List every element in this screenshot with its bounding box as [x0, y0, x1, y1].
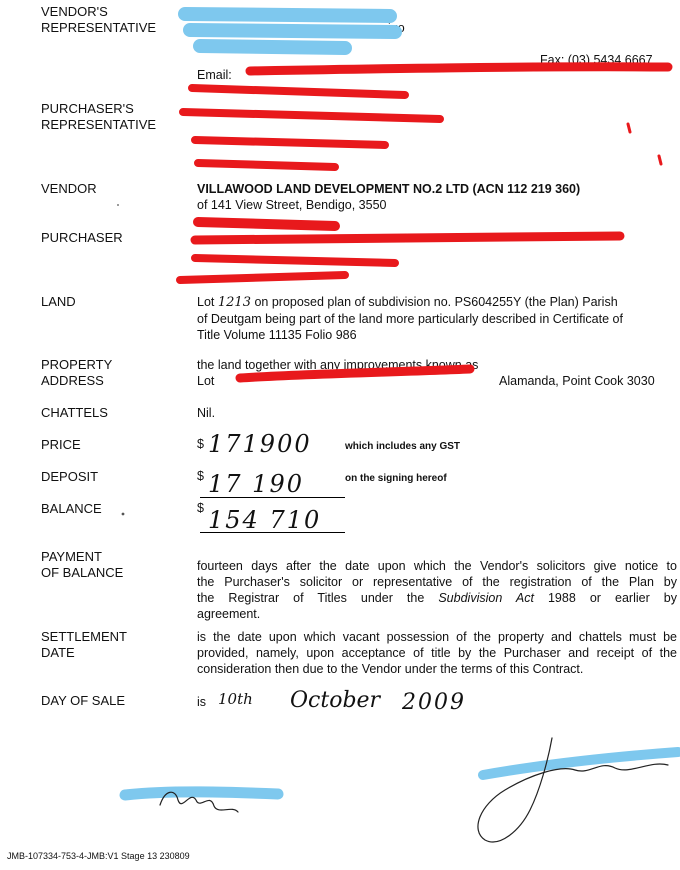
- red-redaction-pur3: [195, 258, 395, 263]
- red-redaction-pur1: [198, 222, 335, 226]
- price-currency: $: [197, 437, 204, 451]
- day-of-sale-label: DAY OF SALE: [41, 693, 126, 708]
- red-redaction-pur4: [180, 275, 345, 280]
- price-label: PRICE: [41, 437, 81, 452]
- land-line1: on proposed plan of subdivision no. PS604255Y (the Plan) Parish: [254, 295, 618, 309]
- deposit-label: DEPOSIT: [41, 469, 99, 484]
- land-lot-number: 1213: [217, 295, 251, 310]
- red-redactions: [180, 67, 668, 378]
- vendors-rep-email-label: Email:: [197, 68, 232, 82]
- red-redaction-p3: [195, 140, 385, 145]
- property-address-lot: Lot: [197, 374, 215, 388]
- land-label: LAND: [41, 294, 76, 309]
- property-address-label-line2: ADDRESS: [41, 373, 104, 388]
- red-redaction-pur2: [195, 236, 620, 240]
- payment-line4: agreement.: [197, 607, 261, 621]
- balance-currency: $: [197, 501, 204, 515]
- document-reference: JMB-107334-753-4-JMB:V1 Stage 13 230809: [7, 851, 190, 861]
- deposit-currency: $: [197, 469, 204, 483]
- payment-line1: fourteen days after the date upon which the Vendor's solicitors give notice to: [197, 559, 677, 573]
- blue-redaction-witness: [125, 792, 278, 795]
- blue-redaction-2: [190, 30, 395, 32]
- blue-redactions: [125, 14, 678, 795]
- day-of-sale-month: October: [290, 688, 381, 713]
- price-note: which includes any GST: [345, 441, 461, 452]
- red-mark-2: [659, 156, 661, 164]
- day-of-sale-year: 2009: [402, 690, 466, 715]
- purchaser-label: PURCHASER: [41, 230, 123, 245]
- red-redaction-address: [240, 369, 470, 378]
- payment-line3-b: 1988 or earlier by: [547, 591, 677, 605]
- blue-redaction-1: [185, 14, 390, 16]
- red-redaction-p4: [198, 163, 335, 167]
- vendor-name: VILLAWOOD LAND DEVELOPMENT NO.2 LTD (ACN 112 219 360): [197, 182, 581, 196]
- scan-dot-1: [117, 204, 119, 206]
- red-mark-1: [628, 124, 630, 132]
- land-line2: of Deutgam being part of the land more particularly described in Certificate of: [197, 312, 623, 326]
- vendors-rep-label-line1: VENDOR'S: [41, 4, 108, 19]
- vendor-address: of 141 View Street, Bendigo, 3550: [197, 198, 387, 212]
- deposit-note: on the signing hereof: [345, 473, 447, 484]
- purchasers-rep-label-line1: PURCHASER'S: [41, 101, 134, 116]
- red-redaction-p1: [192, 88, 405, 95]
- settlement-line3: consideration then due to the Vendor under the terms of this Contract.: [197, 662, 584, 676]
- property-address-label-line1: PROPERTY: [41, 357, 113, 372]
- settlement-label-line2: DATE: [41, 645, 75, 660]
- settlement-line2: provided, namely, upon acceptance of title by the Purchaser and receipt of the: [197, 646, 677, 660]
- price-amount: 171900: [208, 430, 312, 458]
- chattels-value: Nil.: [197, 406, 216, 420]
- settlement-label-line1: SETTLEMENT: [41, 629, 127, 644]
- land-line3: Title Volume 11135 Folio 986: [197, 328, 357, 342]
- deposit-amount: 17 190: [208, 470, 304, 498]
- property-address-suburb: Alamanda, Point Cook 3030: [499, 374, 655, 388]
- day-of-sale-day: 10th: [218, 690, 253, 708]
- vendors-rep-label-line2: REPRESENTATIVE: [41, 20, 157, 35]
- payment-label-line1: PAYMENT: [41, 549, 102, 564]
- payment-line3-italic: Subdivision Act: [438, 591, 534, 605]
- land-lot-prefix: Lot: [197, 295, 215, 309]
- vendors-rep-fax: Fax: (03) 5434 6667: [540, 53, 653, 67]
- scan-dot-2: [122, 513, 125, 516]
- balance-amount: 154 710: [208, 506, 322, 534]
- chattels-label: CHATTELS: [41, 405, 108, 420]
- red-redaction-p2: [183, 112, 440, 119]
- red-redaction-email: [250, 67, 668, 71]
- payment-line2: the Purchaser's solicitor or representative of the registration of the Plan by: [197, 575, 677, 589]
- blue-redaction-3: [200, 46, 345, 48]
- settlement-line1: is the date upon which vacant possession of the property and chattels must be: [197, 630, 677, 644]
- balance-label: BALANCE: [41, 501, 102, 516]
- payment-line3-a: the Registrar of Titles under the: [197, 591, 425, 605]
- vendor-label: VENDOR: [41, 181, 97, 196]
- property-address-line1: the land together with any improvements known as: [197, 358, 479, 372]
- purchasers-rep-label-line2: REPRESENTATIVE: [41, 117, 157, 132]
- payment-label-line2: OF BALANCE: [41, 565, 124, 580]
- vendors-rep-name-fragment: igo: [388, 21, 405, 35]
- day-of-sale-prefix: is: [197, 695, 207, 709]
